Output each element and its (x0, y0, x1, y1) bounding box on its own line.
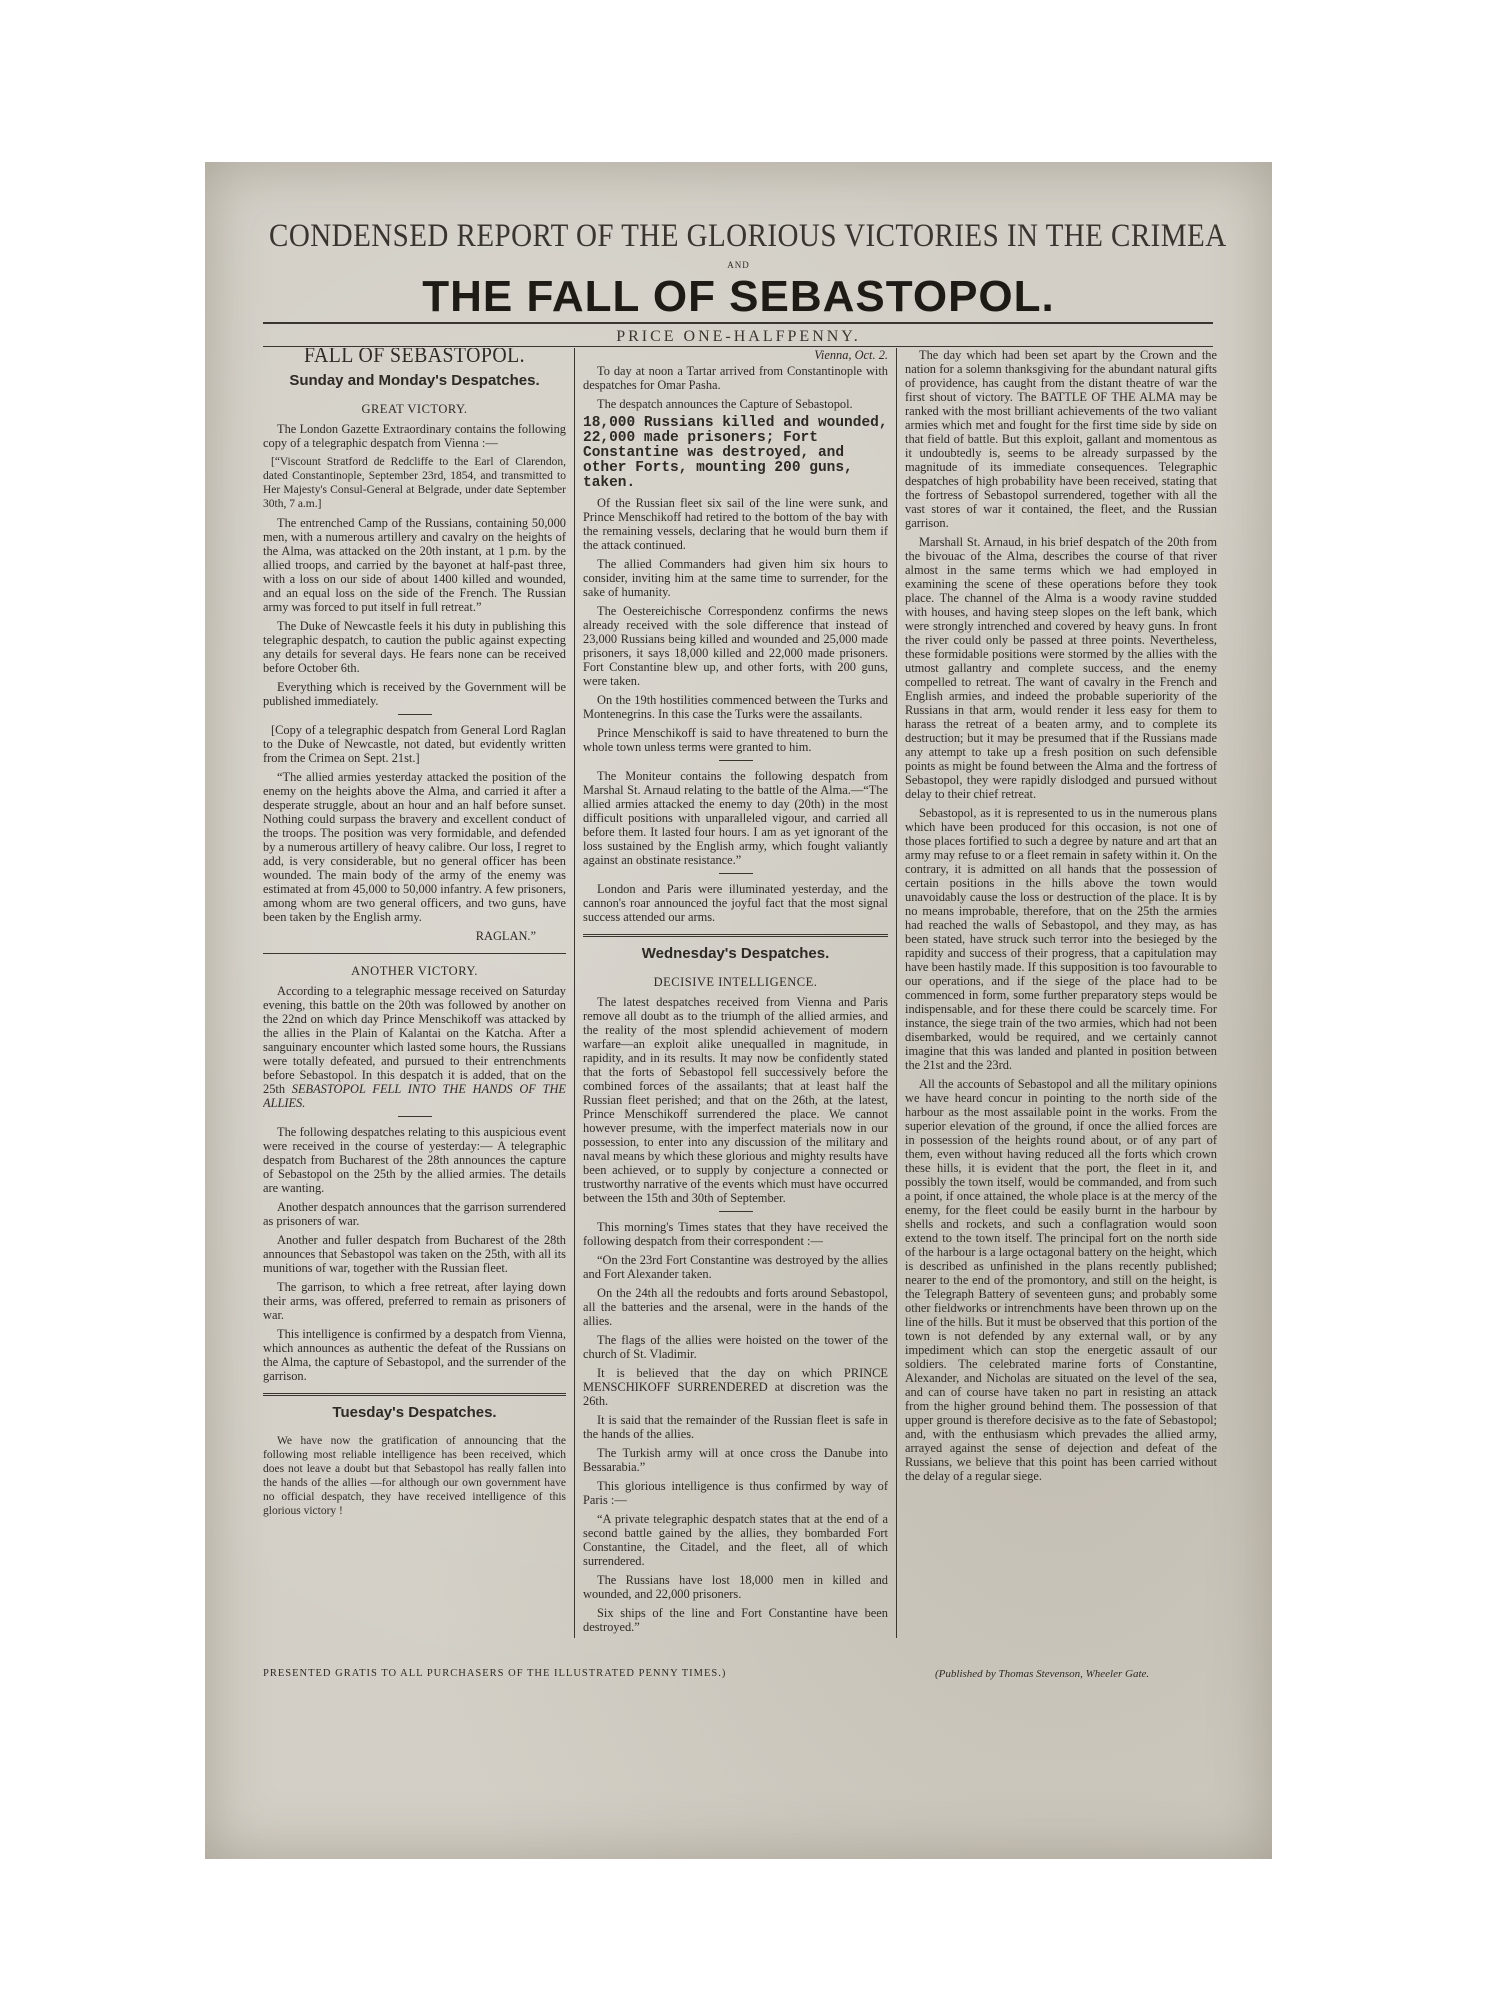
divider (398, 714, 432, 715)
article-title: GREAT VICTORY. (361, 402, 468, 416)
divider (583, 934, 888, 937)
divider (719, 1211, 753, 1212)
column-2 (583, 348, 888, 1650)
masthead-and: AND (727, 260, 750, 270)
paragraph: The allied Commanders had given him six hours to consider, inviting him at the same time to surrender, for the sake of humanity. (583, 557, 888, 599)
column-1 (263, 348, 566, 1650)
paragraph: The following despatches relating to this auspicious event were received in the course of yesterday:— A telegraphic despatch from Bucharest of the 28th announces the capture of Sebastopol on the 25th by the allied armies. The details are wanting. (263, 1125, 566, 1195)
paragraph: On the 19th hostilities commenced between the Turks and Montenegrins. In this case the Turks were the assailants. (583, 693, 888, 721)
footer-left: PRESENTED GRATIS TO ALL PURCHASERS OF THE ILLUSTRATED PENNY TIMES.) (263, 1668, 727, 1679)
italic-text: SEBASTOPOL FELL INTO THE HANDS OF THE ALLIES. (263, 1082, 566, 1110)
paragraph: [Copy of a telegraphic despatch from General Lord Raglan to the Duke of Newcastle, not dated, but evidently written from the Crimea on Sept. 21st.] (263, 723, 566, 765)
sub-heading: Tuesday's Despatches. (332, 1404, 497, 1421)
masthead-rule-top (263, 322, 1213, 324)
masthead-title-line1: CONDENSED REPORT OF THE GLORIOUS VICTORIES IN THE CRIMEA (269, 218, 1227, 254)
paragraph: Marshall St. Arnaud, in his brief despatch of the 20th from the bivouac of the Alma, describes the course of that river almost in the same terms which we had employed in examining the scene of these operations before they took place. The channel of the Alma is a woody ravine studded with houses, and having steep slopes on the left bank, which were strongly intrenched and covered by heavy guns. In front the river could only be passed at three points. Nevertheless, these formidable positions were stormed by the allies with the utmost gallantry and complete success, and the enemy compelled to retreat. The want of cavalry in the French and English armies, and indeed the probable superiority of the Russians in that arm, would render it less easy for them to harass the retreat of a beaten army, and to complete its destruction; but it may be presumed that if the Russians made any attempt to take up a fresh position on such defensible points as might be found between the Alma and the fortress of Sebastopol, they were rapidly dislodged and pursued without delay to their chief retreat. (905, 535, 1217, 801)
sub-heading: Sunday and Monday's Despatches. (289, 372, 540, 389)
signature: RAGLAN.” (475, 929, 536, 943)
masthead-title-line2: THE FALL OF SEBASTOPOL. (422, 272, 1055, 321)
paragraph: The Russians have lost 18,000 men in killed and wounded, and 22,000 prisoners. (583, 1573, 888, 1601)
paragraph: Sebastopol, as it is represented to us in the numerous plans which have been produced for this occasion, is not one of those places fortified to such a degree by nature and art that an army may refuse to or a fleet remain in safety within it. On the contrary, it is admitted on all hands that the possession of certain positions in the hills above the town would unavoidably cause the loss or destruction of the place. It is by no means improbable, therefore, that on the 25th the armies had reached the walls of Sebastopol, and they may, as has been stated, have struck such terror into the besieged by the rapidity and success of their progress, that a capitulation may have been hastily made. If this supposition is too favourable to our operations, and if the siege of the place had to be commenced in form, some further preparatory steps would be indispensable, and for these there could be scarcely time. For instance, the siege train of the two armies, which had not been disembarked, would be required, and we certainly cannot imagine that this was landed and planted in position between the 21st and the 23rd. (905, 806, 1217, 1072)
paragraph: The London Gazette Extraordinary contains the following copy of a telegraphic despatch from Vienna :— (263, 422, 566, 450)
paragraph: Another despatch announces that the garrison surrendered as prisoners of war. (263, 1200, 566, 1228)
paragraph: The Oestereichische Correspondenz confirms the news already received with the sole difference that instead of 23,000 Russians being killed and wounded and 25,000 made prisoners, it says 18,000 killed and 22,000 made prisoners. Fort Constantine blew up, and other forts, with 200 guns, were taken. (583, 604, 888, 688)
paragraph: The day which had been set apart by the Crown and the nation for a solemn thanksgiving for the abundant natural gifts of providence, has caught from the distant theatre of war the first shout of victory. The BATTLE OF THE ALMA may be ranked with the most brilliant achievements of the two valiant armies which met and fought for the first time side by side on that field of battle. But this exploit, gallant and momentous as it undoubtedly is, seems to be already surpassed by the magnitude of its immediate consequences. Telegraphic despatches of high probability have been received, stating that the fortress of Sebastopol surrendered, together with all the vast stores of war it contained, the fleet, and the Russian garrison. (905, 348, 1217, 530)
paragraph: London and Paris were illuminated yesterday, and the cannon's roar announced the joyful fact that the most signal success attended our arms. (583, 882, 888, 924)
paragraph: This glorious intelligence is thus confirmed by way of Paris :— (583, 1479, 888, 1507)
paragraph: The latest despatches received from Vienna and Paris remove all doubt as to the triumph of the allied armies, and the reality of the most splendid achievement of modern warfare—an exploit alike unequalled in magnitude, in rapidity, and in its results. It may now be confidently stated that the forts of Sebastopol fell successively before the combined forces of the assailants; that at least half the Russian fleet perished; and that on the 26th, at the latest, Prince Menschikoff surrendered the place. We cannot however presume, with the imperfect materials now in our possession, to enter into any discussion of the military and naval means by which these glorious and mighty results have been achieved, or to supply by conjecture a connected or trustworthy narrative of the events which must have occurred between the 15th and 30th of September. (583, 995, 888, 1205)
paragraph: Another and fuller despatch from Bucharest of the 28th announces that Sebastopol was taken on the 25th, with all its munitions of war, together with the Russian fleet. (263, 1233, 566, 1275)
paragraph: The Duke of Newcastle feels it his duty in publishing this telegraphic despatch, to caution the public against expecting any details for several days. He fears none can be received before October 6th. (263, 619, 566, 675)
divider (398, 1116, 432, 1117)
headline-bold: 18,000 Russians killed and wounded, 22,000 made prisoners; Fort Constantine was destroyed, and other Forts, mounting 200 guns, taken. (583, 415, 888, 491)
paragraph: The flags of the allies were hoisted on the tower of the church of St. Vladimir. (583, 1333, 888, 1361)
paragraph: Everything which is received by the Government will be published immediately. (263, 680, 566, 708)
dateline: Vienna, Oct. 2. (814, 348, 888, 362)
paragraph: Of the Russian fleet six sail of the line were sunk, and Prince Menschikoff had retired to the bottom of the bay with the remaining vessels, declaring that he would burn them if the attack continued. (583, 496, 888, 552)
sub-heading: Wednesday's Despatches. (641, 945, 830, 962)
divider (719, 760, 753, 761)
paragraph: “The allied armies yesterday attacked the position of the enemy on the heights above the Alma, and carried it after a desperate struggle, about an hour and an half before sunset. Nothing could surpass the bravery and excellent conduct of the troops. The position was very formidable, and defended by a numerous artillery of heavy calibre. Our loss, I regret to add, is very considerable, but no general officer has been wounded. The main body of the army of the enemy was estimated at from 45,000 to 50,000 infantry. A few prisoners, among whom are two general officers, and two guns, have been taken by the English army. (263, 770, 566, 924)
paragraph: The entrenched Camp of the Russians, containing 50,000 men, with a numerous artillery and cavalry on the heights of the Alma, was attacked on the 20th instant, at 1 p.m. by the allied troops, and carried by the bayonet at half-past three, with a loss on our side of about 1400 killed and wounded, and an equal loss on the side of the French. The Russian army was forced to put itself in full retreat.” (263, 516, 566, 614)
divider (719, 873, 753, 874)
paragraph: The Turkish army will at once cross the Danube into Bessarabia.” (583, 1446, 888, 1474)
section-heading: FALL OF SEBASTOPOL. (303, 348, 526, 367)
paragraph: It is believed that the day on which PRINCE MENSCHIKOFF SURRENDERED at discretion was the 26th. (583, 1366, 888, 1408)
column-divider-2 (896, 348, 897, 1638)
paragraph: This intelligence is confirmed by a despatch from Vienna, which announces as authentic the defeat of the Russians on the Alma, the capture of Sebastopol, and the surrender of the garrison. (263, 1327, 566, 1383)
footer-right: (Published by Thomas Stevenson, Wheeler Gate. (935, 1668, 1150, 1680)
paragraph: Six ships of the line and Fort Constantine have been destroyed.” (583, 1606, 888, 1634)
price-line: PRICE ONE-HALFPENNY. (616, 328, 861, 345)
paragraph: [“Viscount Stratford de Redcliffe to the Earl of Clarendon, dated Constantinople, September 23rd, 1854, and transmitted to Her Majesty's Consul-General at Belgrade, under date September 30th, 7 a.m.] (263, 456, 566, 510)
paragraph (263, 984, 566, 1110)
paragraph: The garrison, to which a free retreat, after laying down their arms, was offered, preferred to remain as prisoners of war. (263, 1280, 566, 1322)
paragraph: The Moniteur contains the following despatch from Marshal St. Arnaud relating to the battle of the Alma.—“The allied armies attacked the enemy to day (20th) in the most difficult positions with unparalleled vigour, and carried all before them. It lasted four hours. I am as yet ignorant of the loss sustained by the English army, which fought valiantly against an obstinate resistance.” (583, 769, 888, 867)
paragraph: It is said that the remainder of the Russian fleet is safe in the hands of the allies. (583, 1413, 888, 1441)
article-title: DECISIVE INTELLIGENCE. (653, 975, 818, 989)
paragraph: The despatch announces the Capture of Sebastopol. (597, 397, 853, 411)
text: According to a telegraphic message received on Saturday evening, this battle on the 20th was followed by another on the 22nd on which day Prince Menschikoff was attacked by the allies in the Plain of Kalantai on the Katcha. After a sanguinary encounter which lasted some hours, the Russians were totally defeated, and pursued to their entrenchments before Sebastopol. In this despatch it is added, that on the 25th (263, 984, 566, 1096)
paragraph: To day at noon a Tartar arrived from Constantinople with despatches for Omar Pasha. (583, 364, 888, 392)
paragraph: “On the 23rd Fort Constantine was destroyed by the allies and Fort Alexander taken. (583, 1253, 888, 1281)
paragraph: “A private telegraphic despatch states that at the end of a second battle gained by the allies, they bombarded Fort Constantine, the Citadel, and the fleet, all of which surrendered. (583, 1512, 888, 1568)
article-title: ANOTHER VICTORY. (351, 964, 478, 978)
divider (263, 1393, 566, 1396)
paragraph: On the 24th all the redoubts and forts around Sebastopol, all the batteries and the arsenal, were in the hands of the allies. (583, 1286, 888, 1328)
column-3 (905, 348, 1217, 1650)
divider (263, 953, 566, 954)
paragraph: This morning's Times states that they have received the following despatch from their correspondent :— (583, 1220, 888, 1248)
broadsheet-page (205, 162, 1272, 1859)
paragraph: We have now the gratification of announcing that the following most reliable intelligence has been received, which does not leave a doubt but that Sebastopol has really fallen into the hands of the allies —for although our own government have no official despatch, they have received intelligence of this glorious victory ! (263, 1435, 566, 1517)
paragraph: Prince Menschikoff is said to have threatened to burn the whole town unless terms were granted to him. (583, 726, 888, 754)
paragraph: All the accounts of Sebastopol and all the military opinions we have heard concur in pointing to the north side of the harbour as the most assailable point in the works. From the superior elevation of the ground, if once the allied forces are in possession of the heights round about, or of any part of them, even without having reduced all the forts which crown these hills, it is evident that the port, the fleet in it, and possibly the town itself, would be commanded, and from such a point, if once attained, the whole place is at the mercy of the enemy, for the fleet could be easily burnt in the harbour by shells and rockets, and such a conflagration would soon extend to the town itself. The principal fort on the north side of the harbour is a large octagonal battery on the height, which is described as unfinished in the plans recently published; nearer to the end of the promontory, and still on the height, is the Telegraph Battery of seventeen guns; and probably some other fieldworks or intrenchments have been thrown up on the line of the hills. But it must be observed that this portion of the town is not defended by any external wall, or by any impediment which can stop the energetic assault of our soldiers. The celebrated marine forts of Constantine, Alexander, and Nicholas are situated on the level of the sea, and can of course have taken no part in resisting an attack from the higher ground behind them. The possession of that upper ground is therefore decisive as to the fate of Sebastopol; and, with the enthusiasm which prevades the allied army, arrayed against the sense of dejection and defeat of the Russians, we believe that this point has been carried without the delay of a regular siege. (905, 1077, 1217, 1483)
masthead-rule-bottom (263, 346, 1213, 347)
column-divider-1 (574, 348, 575, 1638)
